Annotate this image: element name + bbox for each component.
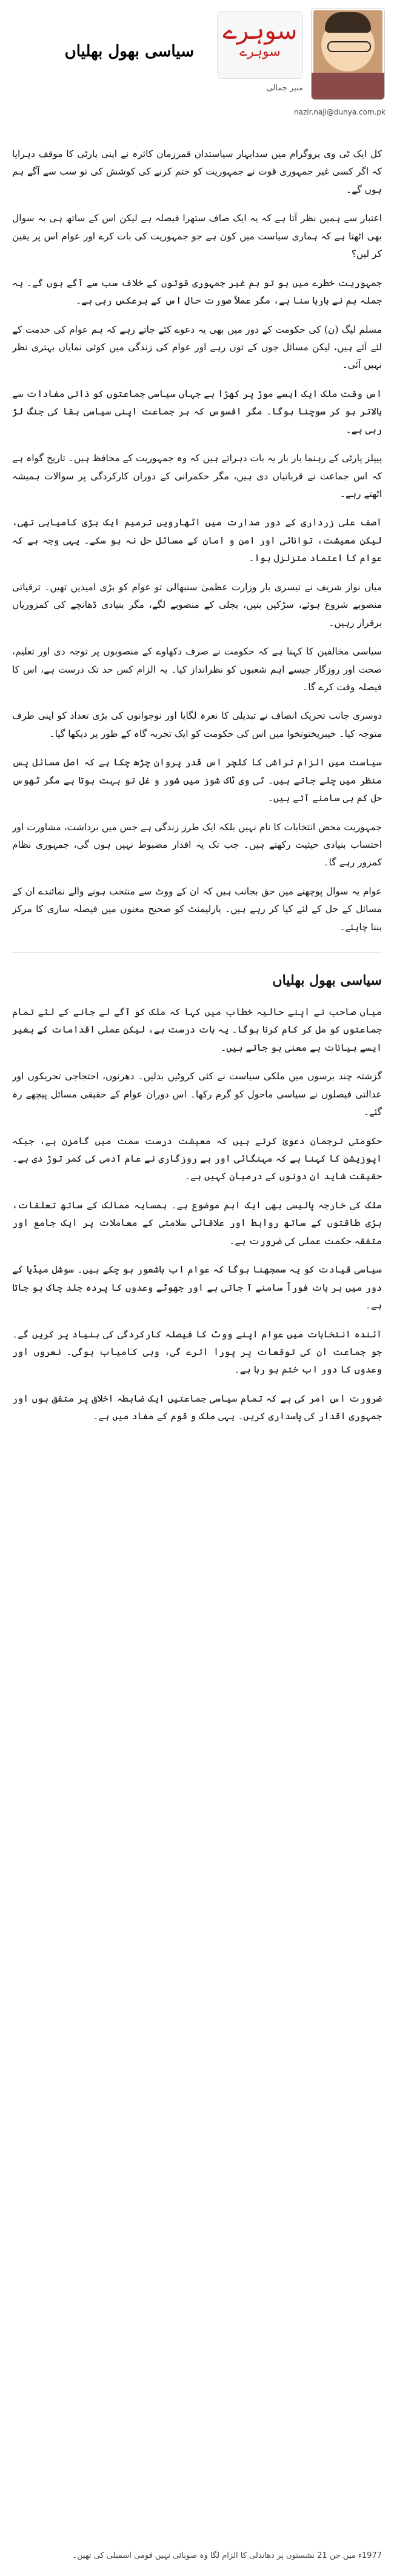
paragraph: کل ایک ٹی وی پروگرام میں سدابہار سیاستدان قمرزمان کائرہ نے اپنی پارٹی کا موقف دہرایا کہ اگر کسی غیر جمہوری قوت نے جمہوریت کو ختم کرنے کی کوشش کی تو سب سے آگے ہم ہوں گے۔	[12, 148, 382, 195]
paragraph: پیپلز پارٹی کے رہنما بار بار یہ بات دہراتے ہیں کہ وہ جمہوریت کے محافظ ہیں۔ تاریخ گواہ ہے کہ اس جماعت نے قربانیاں دی ہیں، مگر حکمرانی کے دوران کارکردگی پر سوالات ہمیشہ اٹھتے رہے۔	[12, 453, 382, 499]
section-title: سیاسی بھول بھلیاں	[272, 973, 382, 989]
paragraph: گزشتہ چند برسوں میں ملکی سیاست نے کئی کروٹیں بدلیں۔ دھرنوں، احتجاجی تحریکوں اور عدالتی فیصلوں نے سیاسی ماحول کو گرم رکھا۔ اس دوران عوام کے حقیقی مسائل پیچھے رہ گئے۔	[12, 1071, 382, 1118]
author-photo-hair	[325, 12, 371, 33]
paragraph: دوسری جانب تحریک انصاف نے تبدیلی کا نعرہ لگایا اور نوجوانوں کی بڑی تعداد کو اپنی طرف متوجہ کیا۔ خیبرپختونخوا میں اس کی حکومت کو ایک تجربہ گاہ کے طور پر دیکھا گیا۔	[12, 710, 382, 739]
paragraph: سیاسی قیادت کو یہ سمجھنا ہوگا کہ عوام اب باشعور ہو چکے ہیں۔ سوشل میڈیا کے دور میں ہر بات فوراً سامنے آ جاتی ہے اور جھوٹے وعدوں کا پردہ جلد چاک ہو جاتا ہے۔	[12, 1264, 382, 1311]
paragraph: اعتبار سے ہمیں نظر آتا ہے کہ یہ ایک صاف ستھرا فیصلہ ہے لیکن اس کے ساتھ ہی یہ سوال بھی اٹھتا ہے کہ ہماری سیاست میں کون ہے جو جمہوریت کی بات کرے اور عوام اس پر یقین کر لیں؟	[12, 213, 382, 260]
paragraph: میاں صاحب نے اپنے حالیہ خطاب میں کہا کہ ملک کو آگے لے جانے کے لئے تمام جماعتوں کو مل کر کام کرنا ہوگا۔ یہ بات درست ہے، لیکن عملی اقدامات کے بغیر ایسے بیانات بے معنی ہو جاتے ہیں۔	[12, 1006, 382, 1053]
paragraph: جمہوریت محض انتخابات کا نام نہیں بلکہ ایک طرز زندگی ہے جس میں برداشت، مشاورت اور احتساب بنیادی حیثیت رکھتے ہیں۔ جب تک یہ اقدار مضبوط نہیں ہوں گی، جمہوری نظام کمزور رہے گا۔	[12, 821, 382, 868]
paragraph: سیاسی مخالفین کا کہنا ہے کہ حکومت نے صرف دکھاوے کے منصوبوں پر توجہ دی اور تعلیم، صحت اور روزگار جیسے اہم شعبوں کو نظرانداز کیا۔ یہ الزام کس حد تک درست ہے، اس کا فیصلہ وقت کرے گا۔	[12, 646, 382, 693]
column-header	[0, 0, 394, 133]
author-photo	[312, 8, 384, 99]
author-photo-glasses	[327, 41, 371, 52]
paragraph: ملک کی خارجہ پالیسی بھی ایک اہم موضوع ہے۔ ہمسایہ ممالک کے ساتھ تعلقات، بڑی طاقتوں کے ساتھ روابط اور علاقائی سلامتی کے معاملات پر ایک جامع اور متفقہ حکمت عملی کی ضرورت ہے۔	[12, 1199, 382, 1246]
paragraph: جمہوریت خطرے میں ہو تو ہم غیر جمہوری قوتوں کے خلاف سب سے آگے ہوں گے۔ یہ جملہ ہم نے بارہا سنا ہے، مگر عملاً صورت حال اس کے برعکس رہی ہے۔	[12, 277, 382, 307]
column-logo	[217, 11, 303, 79]
footer-note: 1977ء میں جن 21 نشستوں پر دھاندلی کا الزام لگا وہ صوبائی نہیں قومی اسمبلی کی تھیں۔	[72, 2551, 382, 2560]
logo-sub-text: سوہرے	[239, 44, 281, 59]
author-byline: منیر جمالی	[266, 84, 303, 93]
section-divider	[12, 952, 382, 953]
paragraph: مسلم لیگ (ن) کی حکومت کے دور میں بھی یہ دعوے کئے جاتے رہے کہ ہم عوام کی خدمت کے لئے آئے ہیں، لیکن مسائل جوں کے توں رہے اور عوام کی زندگی میں کوئی نمایاں بہتری نظر نہیں آئی۔	[12, 324, 382, 371]
paragraph: اس وقت ملک ایک ایسے موڑ پر کھڑا ہے جہاں سیاسی جماعتوں کو ذاتی مفادات سے بالاتر ہو کر سوچنا ہوگا۔ مگر افسوس کہ ہر جماعت اپنی سیاسی بقا کی جنگ لڑ رہی ہے۔	[12, 388, 382, 435]
paragraph: ضرورت اس امر کی ہے کہ تمام سیاسی جماعتیں ایک ضابطہ اخلاق پر متفق ہوں اور جمہوری اقدار کی پاسداری کریں۔ یہی ملک و قوم کے مفاد میں ہے۔	[12, 1393, 382, 1422]
article-body	[12, 145, 382, 2539]
author-photo-shirt	[312, 73, 384, 99]
paragraph: حکومتی ترجمان دعویٰ کرتے ہیں کہ معیشت درست سمت میں گامزن ہے، جبکہ اپوزیشن کا کہنا ہے کہ مہنگائی اور بے روزگاری نے عام آدمی کی کمر توڑ دی ہے۔ حقیقت شاید ان دونوں کے درمیان کہیں ہے۔	[12, 1135, 382, 1182]
author-email[interactable]: nazir.naji@dunya.com.pk	[294, 108, 386, 116]
paragraph: آئندہ انتخابات میں عوام اپنے ووٹ کا فیصلہ کارکردگی کی بنیاد پر کریں گے۔ جو جماعت ان کی توقعات پر پورا اترے گی، وہی کامیاب ہوگی۔ نعروں اور وعدوں کا دور اب ختم ہو رہا ہے۔	[12, 1328, 382, 1376]
paragraph: میاں نواز شریف نے تیسری بار وزارت عظمیٰ سنبھالی تو عوام کو بڑی امیدیں تھیں۔ ترقیاتی منصوبے شروع ہوئے، سڑکیں بنیں، بجلی کے منصوبے لگے، مگر بنیادی ڈھانچے کی کمزوریاں برقرار رہیں۔	[12, 581, 382, 628]
paragraph: آصف علی زرداری کے دور صدارت میں اٹھارویں ترمیم ایک بڑی کامیابی تھی، لیکن معیشت، توانائی اور امن و امان کے مسائل حل نہ ہو سکے۔ یہی وجہ ہے کہ عوام کا اعتماد متزلزل ہوا۔	[12, 517, 382, 564]
paragraph: سیاست میں الزام تراشی کا کلچر اس قدر پروان چڑھ چکا ہے کہ اصل مسائل پس منظر میں چلے جاتے ہیں۔ ٹی وی ٹاک شوز میں شور و غل تو بہت ہوتا ہے مگر ٹھوس حل کم ہی سامنے آتے ہیں۔	[12, 757, 382, 804]
column-title: سیاسی بھول بھلیاں	[64, 42, 194, 61]
logo-top-text: سوہرے	[222, 17, 298, 45]
paragraph: عوام یہ سوال پوچھنے میں حق بجانب ہیں کہ ان کے ووٹ سے منتخب ہونے والے نمائندے ان کے مسائل کے حل کے لئے کیا کر رہے ہیں۔ پارلیمنٹ کو صحیح معنوں میں فیصلہ سازی کا مرکز بننا چاہئے۔	[12, 885, 382, 933]
